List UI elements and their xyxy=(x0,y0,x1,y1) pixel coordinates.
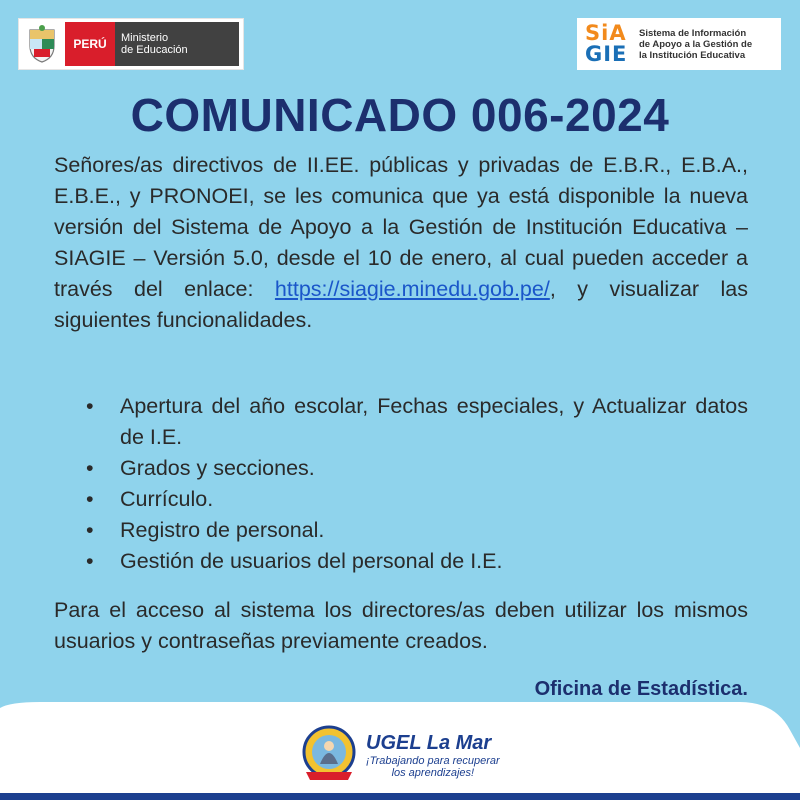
bottom-bar xyxy=(0,793,800,800)
signature: Oficina de Estadística. xyxy=(534,678,748,700)
peru-label: PERÚ xyxy=(65,22,115,66)
minedu-logo xyxy=(18,18,244,70)
access-paragraph: Para el acceso al sistema los directores/as deben utilizar los mismos usuarios y contraseñas previamente creados. xyxy=(54,598,748,653)
ugel-name: UGEL La Mar xyxy=(366,731,492,754)
ugel-emblem-icon xyxy=(298,724,360,786)
page-title: COMUNICADO 006-2024 xyxy=(130,89,670,141)
siagie-logo xyxy=(577,18,781,70)
list-item: • Registro de personal. xyxy=(86,515,748,546)
features-list xyxy=(86,391,748,577)
ugel-slogan: ¡Trabajando para recuperar los aprendizajes! xyxy=(366,754,500,779)
siagie-link[interactable]: https://siagie.minedu.gob.pe/ xyxy=(274,277,550,301)
ugel-brand xyxy=(298,724,500,786)
siagie-mark-icon: SiA GIE xyxy=(585,21,628,66)
list-item: • Currículo. xyxy=(86,484,748,515)
siagie-description: Sistema de Información de Apoyo a la Gestión de la Institución Educativa xyxy=(639,27,753,61)
coat-of-arms-icon xyxy=(23,23,61,65)
ministry-label: Ministerio de Educación xyxy=(115,22,239,66)
list-item: • Grados y secciones. xyxy=(86,453,748,484)
intro-paragraph: Señores/as directivos de II.EE. públicas y privadas de E.B.R., E.B.A., E.B.E., y PRONOEI, se les comunica que ya está disponible la nueva versión del Sistema de Apoyo a la Gestión de Institución Educativa – SIAGIE – Versión 5.0, desde el 10 de enero, al cual pueden acceder a través del enlace: https://siagie.minedu.gob.pe/, y visualizar las siguientes funcionalidades. xyxy=(54,153,748,332)
list-item: • Apertura del año escolar, Fechas especiales, y Actualizar datos de I.E. xyxy=(86,391,748,453)
list-item: • Gestión de usuarios del personal de I.E. xyxy=(86,546,748,577)
